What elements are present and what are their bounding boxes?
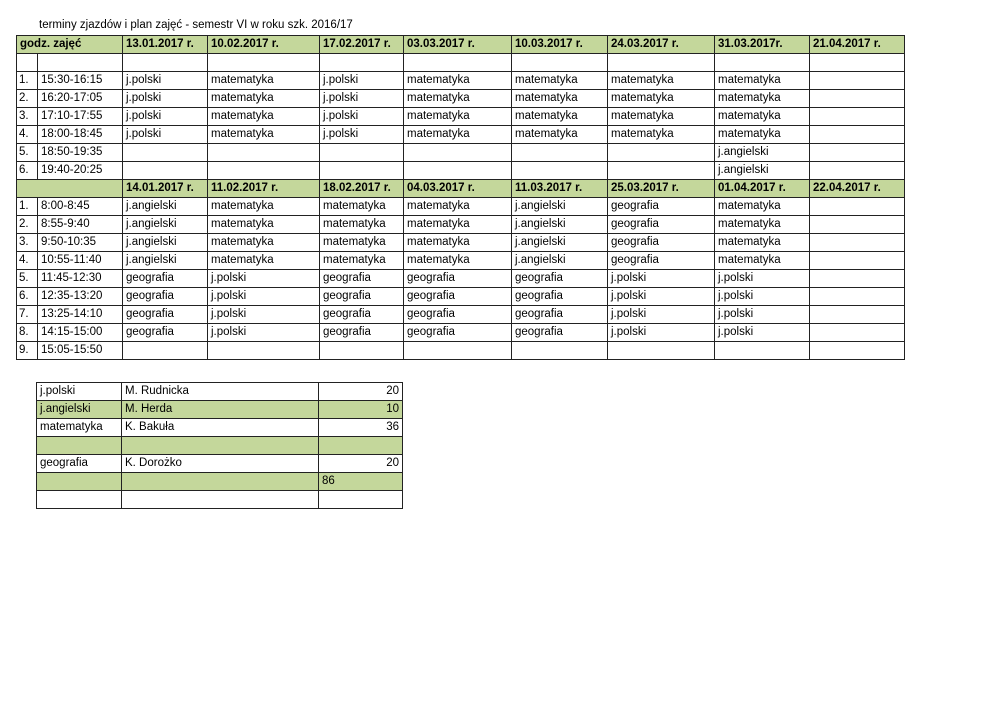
subject-cell — [810, 306, 905, 324]
subject-cell: matematyka — [320, 198, 404, 216]
subject-name — [37, 437, 122, 455]
header-cell-date: 24.03.2017 r. — [608, 36, 715, 54]
subject-cell — [810, 252, 905, 270]
summary-row — [37, 383, 403, 401]
time-cell: 10:55-11:40 — [38, 252, 123, 270]
subject-cell: geografia — [608, 252, 715, 270]
header-cell-date: 14.01.2017 r. — [123, 180, 208, 198]
subject-cell: j.polski — [123, 72, 208, 90]
subject-cell: geografia — [512, 306, 608, 324]
subject-cell: geografia — [404, 270, 512, 288]
subject-name: matematyka — [37, 419, 122, 437]
time-cell: 18:00-18:45 — [38, 126, 123, 144]
date-header-row-2 — [17, 180, 905, 198]
subject-cell: geografia — [320, 324, 404, 342]
subject-cell: geografia — [123, 270, 208, 288]
subject-cell: j.polski — [715, 324, 810, 342]
time-cell: 12:35-13:20 — [38, 288, 123, 306]
subject-cell — [512, 144, 608, 162]
subject-cell: matematyka — [208, 126, 320, 144]
subject-cell — [810, 144, 905, 162]
header-cell-date: 22.04.2017 r. — [810, 180, 905, 198]
empty-cell — [715, 54, 810, 72]
subject-cell — [320, 342, 404, 360]
subject-cell: j.polski — [208, 270, 320, 288]
row-index: 1. — [17, 72, 38, 90]
subject-cell: matematyka — [715, 72, 810, 90]
subject-cell: j.polski — [320, 90, 404, 108]
summary-total-row — [37, 473, 403, 491]
header-cell-date: 25.03.2017 r. — [608, 180, 715, 198]
time-cell: 17:10-17:55 — [38, 108, 123, 126]
header-cell-date: 11.02.2017 r. — [208, 180, 320, 198]
subject-name: geografia — [37, 455, 122, 473]
summary-row — [37, 437, 403, 455]
header-cell-empty — [17, 180, 123, 198]
subject-cell — [608, 144, 715, 162]
subject-cell: j.angielski — [512, 198, 608, 216]
subject-cell — [810, 72, 905, 90]
subject-cell — [320, 144, 404, 162]
subject-cell: geografia — [404, 306, 512, 324]
hours-count: 10 — [319, 401, 403, 419]
subject-cell — [810, 270, 905, 288]
row-index: 2. — [17, 90, 38, 108]
total-hours: 86 — [319, 473, 403, 491]
subject-cell: matematyka — [404, 252, 512, 270]
subject-cell: matematyka — [208, 72, 320, 90]
time-cell: 15:05-15:50 — [38, 342, 123, 360]
subject-cell: matematyka — [208, 198, 320, 216]
subject-cell: j.polski — [320, 72, 404, 90]
schedule-row — [17, 198, 905, 216]
time-cell: 8:00-8:45 — [38, 198, 123, 216]
teacher-name: K. Bakuła — [122, 419, 319, 437]
subject-cell: matematyka — [208, 252, 320, 270]
subject-cell — [810, 162, 905, 180]
row-index: 1. — [17, 198, 38, 216]
subject-cell: j.polski — [123, 126, 208, 144]
subject-cell: j.angielski — [715, 144, 810, 162]
hours-count: 36 — [319, 419, 403, 437]
time-cell: 8:55-9:40 — [38, 216, 123, 234]
empty-cell — [320, 54, 404, 72]
subject-cell: matematyka — [608, 126, 715, 144]
row-index: 5. — [17, 270, 38, 288]
time-cell: 11:45-12:30 — [38, 270, 123, 288]
time-cell: 13:25-14:10 — [38, 306, 123, 324]
subject-cell: matematyka — [715, 126, 810, 144]
row-index: 7. — [17, 306, 38, 324]
hours-count: 20 — [319, 383, 403, 401]
subject-cell: j.angielski — [123, 234, 208, 252]
summary-body — [37, 383, 403, 509]
subject-cell: geografia — [404, 324, 512, 342]
subject-cell: j.polski — [608, 306, 715, 324]
empty-cell — [512, 54, 608, 72]
subject-cell: geografia — [608, 216, 715, 234]
schedule-row — [17, 162, 905, 180]
subject-cell — [512, 342, 608, 360]
subject-cell — [810, 216, 905, 234]
time-cell: 14:15-15:00 — [38, 324, 123, 342]
header-cell-date: 31.03.2017r. — [715, 36, 810, 54]
subject-cell — [512, 162, 608, 180]
subject-cell: matematyka — [320, 234, 404, 252]
subject-cell: matematyka — [715, 90, 810, 108]
subject-cell — [810, 234, 905, 252]
subject-cell: matematyka — [608, 72, 715, 90]
subject-cell — [810, 342, 905, 360]
subject-cell: j.polski — [608, 270, 715, 288]
schedule-row — [17, 342, 905, 360]
subject-cell: matematyka — [608, 108, 715, 126]
empty-cell — [37, 491, 122, 509]
subject-cell — [123, 144, 208, 162]
subject-cell: j.polski — [123, 108, 208, 126]
subject-cell: matematyka — [715, 108, 810, 126]
subject-cell: j.angielski — [123, 198, 208, 216]
row-index: 5. — [17, 144, 38, 162]
header-cell-date: 13.01.2017 r. — [123, 36, 208, 54]
subject-cell: j.angielski — [715, 162, 810, 180]
schedule-row — [17, 144, 905, 162]
teacher-name: M. Herda — [122, 401, 319, 419]
empty-cell — [319, 491, 403, 509]
schedule-row — [17, 126, 905, 144]
teacher-summary-table — [36, 382, 403, 509]
time-cell: 19:40-20:25 — [38, 162, 123, 180]
time-cell: 9:50-10:35 — [38, 234, 123, 252]
subject-cell: j.angielski — [512, 234, 608, 252]
schedule-table — [16, 35, 905, 360]
subject-cell: geografia — [512, 270, 608, 288]
subject-cell — [715, 342, 810, 360]
subject-cell — [123, 342, 208, 360]
schedule-row — [17, 108, 905, 126]
summary-row — [37, 419, 403, 437]
summary-row — [37, 401, 403, 419]
subject-cell: j.polski — [208, 288, 320, 306]
header-cell-date: 10.02.2017 r. — [208, 36, 320, 54]
subject-cell: j.polski — [123, 90, 208, 108]
empty-cell — [17, 54, 38, 72]
row-index: 4. — [17, 252, 38, 270]
subject-cell: j.polski — [320, 108, 404, 126]
subject-cell — [404, 144, 512, 162]
subject-cell: geografia — [404, 288, 512, 306]
subject-cell: matematyka — [512, 72, 608, 90]
row-index: 6. — [17, 162, 38, 180]
subject-cell: j.angielski — [123, 252, 208, 270]
subject-cell: j.polski — [715, 306, 810, 324]
schedule-row — [17, 288, 905, 306]
row-index: 4. — [17, 126, 38, 144]
header-cell-date: 21.04.2017 r. — [810, 36, 905, 54]
empty-cell — [404, 54, 512, 72]
subject-cell: geografia — [320, 306, 404, 324]
subject-cell: matematyka — [208, 108, 320, 126]
empty-cell — [123, 54, 208, 72]
header-cell-date: 04.03.2017 r. — [404, 180, 512, 198]
subject-cell: matematyka — [715, 252, 810, 270]
subject-cell: matematyka — [512, 90, 608, 108]
subject-cell — [404, 342, 512, 360]
subject-cell — [404, 162, 512, 180]
summary-empty-row — [37, 491, 403, 509]
subject-cell: j.angielski — [123, 216, 208, 234]
subject-cell — [123, 162, 208, 180]
subject-cell: matematyka — [512, 126, 608, 144]
subject-cell: matematyka — [715, 234, 810, 252]
subject-cell: matematyka — [404, 90, 512, 108]
schedule-row — [17, 270, 905, 288]
subject-cell: geografia — [123, 306, 208, 324]
subject-cell: geografia — [512, 324, 608, 342]
schedule-row — [17, 306, 905, 324]
date-header-row-1 — [17, 36, 905, 54]
subject-cell: matematyka — [512, 108, 608, 126]
time-cell: 15:30-16:15 — [38, 72, 123, 90]
subject-name: j.polski — [37, 383, 122, 401]
document-title: terminy zjazdów i plan zajęć - semestr VI w roku szk. 2016/17 — [39, 19, 353, 31]
empty-cell — [810, 54, 905, 72]
row-index: 3. — [17, 108, 38, 126]
schedule-row — [17, 234, 905, 252]
subject-cell: matematyka — [608, 90, 715, 108]
subject-cell: geografia — [320, 288, 404, 306]
row-index: 3. — [17, 234, 38, 252]
schedule-row — [17, 90, 905, 108]
subject-cell: matematyka — [208, 90, 320, 108]
subject-cell: geografia — [320, 270, 404, 288]
header-cell-date: 10.03.2017 r. — [512, 36, 608, 54]
time-cell: 16:20-17:05 — [38, 90, 123, 108]
header-cell-date: 03.03.2017 r. — [404, 36, 512, 54]
subject-cell — [208, 144, 320, 162]
subject-cell — [810, 324, 905, 342]
subject-cell — [320, 162, 404, 180]
subject-cell: matematyka — [320, 252, 404, 270]
header-cell-date: 11.03.2017 r. — [512, 180, 608, 198]
subject-cell: matematyka — [404, 126, 512, 144]
subject-name: j.angielski — [37, 401, 122, 419]
subject-cell: j.angielski — [512, 216, 608, 234]
summary-row — [37, 455, 403, 473]
subject-cell: matematyka — [404, 72, 512, 90]
empty-cell — [208, 54, 320, 72]
subject-cell — [810, 288, 905, 306]
header-cell-hours: godz. zajęć — [17, 36, 123, 54]
hours-count — [319, 437, 403, 455]
subject-cell — [810, 108, 905, 126]
subject-cell: j.polski — [208, 324, 320, 342]
header-cell-date: 01.04.2017 r. — [715, 180, 810, 198]
subject-cell: matematyka — [404, 198, 512, 216]
schedule-row — [17, 252, 905, 270]
header-cell-date: 17.02.2017 r. — [320, 36, 404, 54]
subject-cell — [208, 162, 320, 180]
schedule-row — [17, 72, 905, 90]
subject-cell — [810, 126, 905, 144]
subject-cell: j.polski — [320, 126, 404, 144]
subject-cell: matematyka — [404, 108, 512, 126]
subject-cell: geografia — [123, 288, 208, 306]
row-index: 8. — [17, 324, 38, 342]
empty-cell — [38, 54, 123, 72]
empty-cell — [608, 54, 715, 72]
spacer-row — [17, 54, 905, 72]
empty-cell — [37, 473, 122, 491]
schedule-row — [17, 324, 905, 342]
subject-cell — [608, 342, 715, 360]
subject-cell: geografia — [512, 288, 608, 306]
header-cell-date: 18.02.2017 r. — [320, 180, 404, 198]
subject-cell: j.polski — [208, 306, 320, 324]
subject-cell — [810, 198, 905, 216]
subject-cell: j.polski — [715, 270, 810, 288]
subject-cell: geografia — [123, 324, 208, 342]
subject-cell: j.polski — [608, 288, 715, 306]
row-index: 6. — [17, 288, 38, 306]
subject-cell: matematyka — [715, 216, 810, 234]
teacher-name: K. Dorożko — [122, 455, 319, 473]
schedule-body — [17, 36, 905, 360]
subject-cell — [810, 90, 905, 108]
row-index: 9. — [17, 342, 38, 360]
teacher-name — [122, 437, 319, 455]
subject-cell: j.angielski — [512, 252, 608, 270]
schedule-row — [17, 216, 905, 234]
hours-count: 20 — [319, 455, 403, 473]
subject-cell — [608, 162, 715, 180]
empty-cell — [122, 473, 319, 491]
subject-cell: geografia — [608, 198, 715, 216]
subject-cell: matematyka — [208, 234, 320, 252]
subject-cell: matematyka — [404, 234, 512, 252]
subject-cell: j.polski — [608, 324, 715, 342]
subject-cell — [208, 342, 320, 360]
teacher-name: M. Rudnicka — [122, 383, 319, 401]
time-cell: 18:50-19:35 — [38, 144, 123, 162]
subject-cell: matematyka — [208, 216, 320, 234]
subject-cell: geografia — [608, 234, 715, 252]
row-index: 2. — [17, 216, 38, 234]
empty-cell — [122, 491, 319, 509]
subject-cell: matematyka — [404, 216, 512, 234]
subject-cell: matematyka — [320, 216, 404, 234]
subject-cell: matematyka — [715, 198, 810, 216]
subject-cell: j.polski — [715, 288, 810, 306]
